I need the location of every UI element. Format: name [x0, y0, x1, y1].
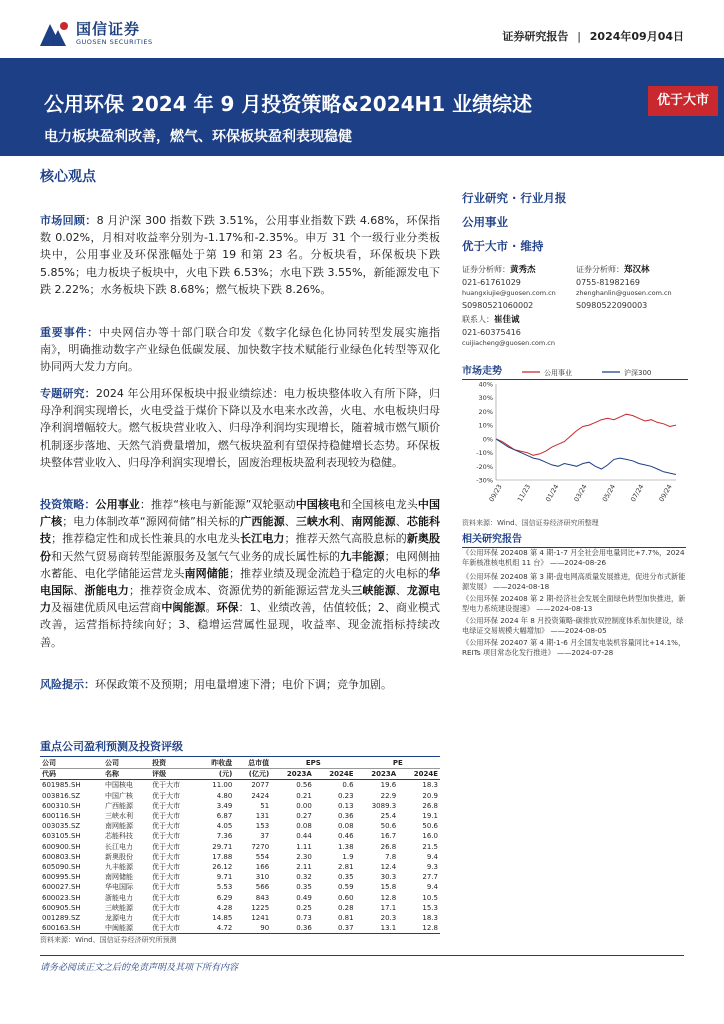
- invest-highlight: 九丰能源: [340, 549, 385, 563]
- rating-badge: 优于大市: [648, 86, 718, 116]
- series-line: [496, 439, 676, 475]
- table-cell: 16.7: [380, 832, 397, 841]
- topic-research-text: 2024 年公用环保板块中报业绩综述：电力板块整体收入有所下降，归母净利润实现增长，火电受益于煤价下降以及水电来水改善，火电、水电板块归母净利润增幅较大。燃气板块营业收入、归母净利润均实现增长，随着城市燃气顺价机制逐步落地、天然气消费量增加，燃气板块盈利有望保持稳健增长态势。环保板块整体营业收入、归母净利润实现增长，固废治理板块盈利表现较为稳健。: [40, 387, 440, 469]
- table-row: [40, 801, 440, 811]
- important-event-paragraph: [40, 324, 440, 376]
- table-cell: 0.35: [296, 883, 312, 892]
- table-cell: 12.8: [422, 924, 438, 933]
- contact-email[interactable]: cuijiacheng@guosen.com.cn: [462, 339, 555, 347]
- table-cell: 600023.SH: [42, 893, 81, 902]
- table-cell: 优于大市: [152, 812, 181, 821]
- table-cell: 600163.SH: [42, 924, 81, 933]
- table-cell: 0.81: [337, 914, 354, 923]
- y-tick-label: -10%: [476, 449, 493, 458]
- th-rating: 投资: [152, 759, 167, 767]
- related-report-2[interactable]: 《公用环保 202408 第 3 期-盘电网高质量发展推进，促进分布式新能源发展》 ——2024-08-18: [462, 572, 686, 592]
- analyst-2: [576, 264, 672, 311]
- table-cell: 50.6: [380, 822, 397, 831]
- invest-highlight: 中国核电: [295, 498, 341, 511]
- analyst-2-name: 郑汉林: [624, 265, 650, 275]
- table-row: [40, 882, 440, 892]
- invest-text-segment: ；推荐稳定性和成长性兼具的水电龙头: [51, 532, 241, 546]
- table-cell: 18.3: [422, 914, 438, 923]
- logo-name-en: GUOSEN SECURITIES: [76, 38, 153, 46]
- report-header-meta: [502, 28, 684, 44]
- related-report-5[interactable]: 《公用环保 202407 第 4 期-1-6 月全国发电装机容量同比+14.1%，REITs 项目常态化发行推进》 ——2024-07-28: [462, 638, 686, 658]
- contact-title: 联系人：: [462, 315, 494, 324]
- table-cell: 0.13: [337, 801, 354, 810]
- table-cell: 600116.SH: [42, 812, 81, 821]
- th2-pe-2023: 2023A: [371, 770, 397, 779]
- th-mktcap: 总市值: [248, 759, 270, 767]
- table-cell: 0.6: [342, 781, 354, 790]
- forecast-table: [40, 758, 440, 934]
- table-cell: 4.72: [216, 924, 233, 933]
- invest-text-segment: ；电力体制改革“源网荷储”相关标的: [62, 515, 241, 529]
- logo-mark-icon: [40, 20, 70, 46]
- th-close: 昨收盘: [211, 759, 233, 767]
- table-cell: 1.38: [337, 842, 354, 851]
- market-review-label: 市场回顾：: [40, 214, 97, 227]
- table-cell: 芯能科技: [104, 832, 133, 841]
- table-cell: 4.05: [216, 822, 233, 831]
- table-cell: 153: [255, 822, 270, 831]
- related-reports-heading: 相关研究报告: [462, 530, 686, 548]
- table-row: [40, 893, 440, 903]
- table-cell: 001289.SZ: [42, 914, 81, 923]
- table-cell: 优于大市: [152, 924, 181, 933]
- table-cell: 5.53: [216, 883, 233, 892]
- contact: [462, 314, 688, 350]
- invest-text-segment: 和天然气贸易商转型能源服务及氢气气业务的成长属性标的: [51, 549, 341, 563]
- table-cell: 11.00: [212, 781, 233, 790]
- table-cell: 优于大市: [152, 781, 181, 790]
- x-tick-label: 03/24: [572, 483, 589, 504]
- table-cell: 26.8: [422, 801, 438, 810]
- table-row: [40, 831, 440, 841]
- table-row: [40, 821, 440, 831]
- related-report-3[interactable]: 《公用环保 202408 第 2 期-经济社会发展全面绿色转型加快推进，新型电力系统建设提速》 ——2024-08-13: [462, 594, 686, 614]
- invest-highlight: 南网储能: [184, 566, 229, 580]
- x-tick-label: 09/23: [487, 483, 504, 504]
- table-cell: 1225: [251, 903, 270, 912]
- invest-text-segment: ；推荐天然气高股息标的: [284, 532, 407, 546]
- invest-highlight: 芯能科技: [40, 515, 441, 546]
- invest-text-segment: 。: [205, 601, 217, 615]
- table-cell: 1241: [251, 914, 270, 923]
- table-cell: 166: [255, 863, 270, 872]
- table-cell: 9.4: [426, 883, 438, 892]
- table-cell: 0.08: [296, 822, 312, 831]
- invest-highlight: 新奥股份: [40, 532, 441, 563]
- table-cell: 优于大市: [152, 893, 181, 902]
- table-cell: 优于大市: [152, 863, 181, 872]
- table-cell: 0.49: [296, 893, 312, 902]
- table-cell: 50.6: [422, 822, 438, 831]
- table-cell: 600310.SH: [42, 801, 81, 810]
- invest-text-segment: 、: [395, 584, 407, 598]
- th2-eps-2023: 2023A: [286, 770, 312, 779]
- table-cell: 600803.SH: [42, 852, 81, 861]
- table-cell: 0.08: [337, 822, 354, 831]
- table-cell: 600905.SH: [42, 903, 81, 912]
- table-cell: 0.36: [337, 812, 354, 821]
- logo: [40, 16, 180, 52]
- related-report-1[interactable]: 《公用环保 202408 第 4 期-1-7 月全社会用电量同比+7.7%，2024 年新核准核电机组 11 台》 ——2024-08-26: [462, 548, 685, 568]
- invest-text-segment: ；电网侧抽水蓄能、电化学储能运营龙头: [40, 549, 441, 580]
- table-cell: 浙能电力: [104, 893, 133, 902]
- market-trend-heading: 市场走势: [462, 362, 688, 380]
- invest-text-segment: 和全国核电龙头: [340, 498, 418, 511]
- table-cell: 7.36: [216, 832, 233, 841]
- table-cell: 14.85: [212, 914, 233, 923]
- analyst-1-name: 黄秀杰: [510, 265, 536, 275]
- table-cell: 优于大市: [152, 903, 181, 912]
- contact-phone: 021-60375416: [462, 327, 521, 337]
- market-trend-chart: [462, 362, 686, 510]
- table-cell: 中闽能源: [104, 924, 133, 933]
- table-cell: 优于大市: [152, 791, 181, 800]
- table-row: [40, 903, 440, 913]
- table-cell: 0.56: [296, 781, 312, 790]
- table-cell: 优于大市: [152, 832, 181, 841]
- table-cell: 003035.SZ: [42, 822, 81, 831]
- table-cell: 优于大市: [152, 822, 181, 831]
- table-cell: 12.8: [380, 893, 397, 902]
- table-cell: 0.60: [337, 893, 354, 902]
- table-cell: 15.3: [422, 903, 438, 912]
- table-cell: 龙源电力: [104, 914, 133, 923]
- y-tick-label: -30%: [476, 476, 493, 485]
- x-tick-label: 11/23: [515, 483, 533, 504]
- topic-research-label: 专题研究：: [40, 387, 96, 400]
- invest-strategy-label: 投资策略：: [40, 498, 96, 511]
- th2-close: (元): [218, 770, 233, 779]
- table-cell: 0.35: [337, 873, 354, 882]
- table-cell: 3.49: [216, 801, 233, 810]
- table-cell: 17.1: [380, 903, 397, 912]
- invest-highlight: 环保: [216, 601, 239, 615]
- risk-label: 风险提示：: [40, 678, 95, 691]
- invest-text-segment: ：1、业绩改善，估值较低；2、商业模式改善，运营指标持续向好；3、稳增运营属性显现，收益率、现金流指标持续改善。: [40, 601, 441, 649]
- table-cell: 中国核电: [104, 781, 133, 790]
- core-view-heading: 核心观点: [40, 169, 96, 185]
- table-cell: 0.32: [296, 873, 312, 882]
- table-cell: 12.4: [380, 863, 397, 872]
- table-cell: 310: [255, 873, 270, 882]
- table-row: [40, 780, 440, 791]
- invest-text-segment: 、: [395, 515, 407, 529]
- analyst-1-title: 证券分析师：: [462, 265, 510, 274]
- report-type: 证券研究报告: [502, 30, 569, 43]
- table-cell: 1.11: [296, 842, 312, 851]
- invest-highlight: 三峡能源: [351, 584, 396, 598]
- invest-strategy-text: [40, 498, 440, 649]
- market-review-paragraph: [40, 212, 440, 298]
- analyst-2-email[interactable]: zhenghanlin@guosen.com.cn: [576, 289, 672, 297]
- table-cell: 南网能源: [104, 822, 133, 831]
- table-cell: 37: [260, 832, 270, 841]
- table-row: [40, 862, 440, 872]
- table-cell: 0.46: [337, 832, 354, 841]
- invest-highlight: 公用事业: [95, 498, 140, 511]
- table-cell: 21.5: [422, 842, 438, 851]
- report-category: 行业研究 · 行业月报: [462, 191, 567, 205]
- x-tick-label: 09/24: [657, 483, 674, 504]
- table-cell: 51: [260, 801, 270, 810]
- table-cell: 华电国际: [104, 883, 133, 892]
- x-tick-label: 07/24: [629, 483, 646, 504]
- right-sidebar: [462, 190, 688, 380]
- footer-divider: [40, 955, 684, 956]
- invest-strategy-paragraph: [40, 496, 440, 651]
- y-tick-label: -20%: [476, 462, 493, 471]
- table-cell: 7.8: [385, 852, 397, 861]
- table-cell: 20.3: [380, 914, 397, 923]
- table-cell: 30.3: [380, 873, 397, 882]
- invest-highlight: 浙能电力: [84, 584, 129, 598]
- th-name: 公司: [104, 759, 119, 767]
- table-cell: 三峡水利: [104, 812, 133, 821]
- table-cell: 优于大市: [152, 842, 181, 851]
- table-cell: 0.28: [337, 903, 354, 912]
- series-line: [496, 414, 676, 455]
- th-code: 公司: [42, 759, 56, 767]
- table-cell: 0.36: [296, 924, 312, 933]
- th2-rating: 评级: [152, 770, 167, 779]
- table-cell: 优于大市: [152, 883, 181, 892]
- report-subtitle: 电力板块盈利改善，燃气、环保板块盈利表现稳健: [44, 129, 352, 145]
- x-tick-label: 01/24: [544, 483, 561, 504]
- table-cell: 16.0: [422, 832, 438, 841]
- table-cell: 843: [255, 893, 270, 902]
- table-cell: 20.9: [422, 791, 438, 800]
- table-cell: 中国广核: [104, 791, 133, 800]
- contact-name: 崔佳诚: [494, 315, 520, 325]
- table-cell: 0.59: [337, 883, 354, 892]
- table-cell: 三峡能源: [104, 903, 133, 912]
- invest-highlight: 中国广核: [40, 498, 441, 529]
- table-cell: 601985.SH: [42, 781, 81, 790]
- table-cell: 优于大市: [152, 801, 181, 810]
- table-cell: 3089.3: [371, 801, 397, 810]
- y-tick-label: 20%: [478, 407, 493, 416]
- analyst-1: [462, 264, 576, 311]
- table-cell: 0.44: [296, 832, 312, 841]
- table-cell: 0.21: [296, 791, 312, 800]
- table-cell: 广西能源: [104, 801, 133, 810]
- table-cell: 0.00: [296, 801, 312, 810]
- table-row: [40, 852, 440, 862]
- table-cell: 4.28: [216, 903, 233, 912]
- table-cell: 600027.SH: [42, 883, 81, 892]
- table-cell: 9.3: [426, 863, 438, 872]
- table-cell: 29.71: [212, 842, 233, 851]
- invest-text-segment: ；推荐业绩及现金流趋于稳定的火电标的: [228, 566, 430, 580]
- table-cell: 13.1: [380, 924, 397, 933]
- report-date: 2024年09月04日: [589, 30, 684, 43]
- table-row: [40, 811, 440, 821]
- table-cell: 6.29: [216, 893, 233, 902]
- y-tick-label: 30%: [478, 394, 493, 403]
- th-eps: EPS: [305, 759, 321, 767]
- risk-paragraph: [40, 676, 440, 693]
- report-title: 公用环保 2024 年 9 月投资策略&2024H1 业绩综述: [44, 92, 533, 116]
- invest-text-segment: ；推荐资金成本、资源优势的新能源运营龙头: [128, 584, 352, 598]
- table-cell: 九丰能源: [104, 863, 133, 872]
- invest-text-segment: 及福建优质风电运营商: [51, 601, 162, 615]
- chart-source: 资料来源：Wind、国信证券经济研究所整理: [462, 519, 599, 527]
- table-cell: 600995.SH: [42, 873, 81, 882]
- table-cell: 2.30: [296, 852, 312, 861]
- invest-highlight: 华电国际: [40, 566, 441, 598]
- table-cell: 131: [255, 812, 270, 821]
- th2-eps-2024: 2024E: [329, 770, 354, 779]
- important-event-text: 中央网信办等十部门联合印发《数字化绿色化协同转型发展实施指南》，明确推动数字产业绿色低碳发展、加快数字技术赋能行业绿色化转型等双化协同两大发力方向。: [40, 326, 441, 374]
- table-cell: 26.8: [380, 842, 397, 851]
- disclaimer-footer: 请务必阅读正文之后的免责声明及其项下所有内容: [40, 963, 239, 973]
- table-cell: 603105.SH: [42, 832, 81, 841]
- table-cell: 1.9: [342, 852, 354, 861]
- table-cell: 90: [260, 924, 270, 933]
- table-cell: 0.27: [296, 812, 312, 821]
- table-cell: 新奥股份: [104, 852, 133, 861]
- table-cell: 19.6: [380, 781, 397, 790]
- header-separator: |: [577, 30, 581, 43]
- legend-label: 公用事业: [544, 369, 572, 377]
- table-cell: 优于大市: [152, 914, 181, 923]
- table-cell: 0.23: [337, 791, 354, 800]
- table-cell: 2.81: [337, 863, 354, 872]
- industry-rating: 优于大市 · 维持: [462, 239, 544, 253]
- forecast-table-title: 重点公司盈利预测及投资评级: [40, 738, 440, 757]
- table-row: [40, 923, 440, 934]
- y-tick-label: 40%: [478, 380, 493, 389]
- table-cell: 4.80: [216, 791, 233, 800]
- y-tick-label: 10%: [478, 421, 493, 430]
- th2-name: 名称: [104, 770, 119, 779]
- y-tick-label: 0%: [482, 435, 493, 444]
- x-tick-label: 05/24: [600, 483, 618, 504]
- table-row: [40, 872, 440, 882]
- related-report-4[interactable]: 《公用环保 2024 年 8 月投资策略-碳排放双控制度体系加快建设，绿电绿证交易规模大幅增加》 ——2024-08-05: [462, 616, 684, 636]
- table-cell: 19.1: [422, 812, 438, 821]
- table-cell: 优于大市: [152, 873, 181, 882]
- table-cell: 15.8: [380, 883, 397, 892]
- table-cell: 6.87: [216, 812, 233, 821]
- table-cell: 长江电力: [104, 842, 133, 851]
- invest-highlight: 南网能源: [351, 515, 396, 529]
- table-cell: 9.4: [426, 852, 438, 861]
- invest-highlight: 中闽能源: [161, 601, 206, 615]
- th2-mktcap: (亿元): [248, 770, 270, 779]
- table-cell: 2424: [251, 791, 270, 800]
- table-cell: 南网储能: [104, 873, 133, 882]
- topic-research-paragraph: [40, 385, 440, 471]
- table-cell: 18.3: [422, 781, 438, 790]
- invest-highlight: 龙源电力: [40, 584, 441, 615]
- legend-label: 沪深300: [624, 369, 652, 377]
- table-cell: 22.9: [380, 791, 397, 800]
- table-cell: 优于大市: [152, 852, 181, 861]
- invest-text-segment: 、: [73, 584, 85, 598]
- th2-code: 代码: [42, 770, 56, 779]
- invest-text-segment: 、: [340, 515, 352, 529]
- table-cell: 7270: [251, 842, 270, 851]
- invest-highlight: 广西能源: [240, 515, 285, 529]
- table-cell: 17.88: [212, 852, 233, 861]
- industry-name: 公用事业: [462, 215, 508, 229]
- invest-text-segment: 、: [284, 515, 296, 529]
- invest-text-segment: ：推荐“核电与新能源”双轮驱动: [139, 498, 296, 511]
- analyst-2-id: S0980522090003: [576, 300, 648, 310]
- table-row: [40, 913, 440, 923]
- table-cell: 605090.SH: [42, 863, 81, 872]
- th2-pe-2024: 2024E: [413, 770, 438, 779]
- table-cell: 9.71: [216, 873, 233, 882]
- table-cell: 0.25: [296, 903, 312, 912]
- analyst-1-id: S0980521060002: [462, 300, 534, 310]
- table-cell: 600900.SH: [42, 842, 81, 851]
- analyst-2-phone: 0755-81982169: [576, 277, 640, 287]
- invest-highlight: 长江电力: [240, 532, 285, 546]
- analyst-2-title: 证券分析师：: [576, 265, 624, 274]
- table-cell: 003816.SZ: [42, 791, 81, 800]
- analyst-1-email[interactable]: huangxiujie@guosen.com.cn: [462, 289, 556, 297]
- invest-highlight: 三峡水利: [295, 515, 341, 529]
- table-cell: 0.37: [337, 924, 354, 933]
- table-cell: 2.11: [296, 863, 312, 872]
- table-source: 资料来源：Wind、国信证券经济研究所预测: [40, 936, 177, 944]
- market-review-text: 8 月沪深 300 指数下跌 3.51%，公用事业指数下跌 4.68%，环保指数 0.02%，月相对收益率分别为-1.17%和-2.35%。申万 31 个一级行业分类板块中，公用事业及环保涨幅处于第 19 和第 23 名。分板块看，环保板块下跌 5.85%；电力板块子板块中，火电下跌 6.53%；水电下跌 3.55%，新能源发电下跌 2.22%；水务板块下跌 8.68%；燃气板块下跌 8.26%。: [40, 214, 440, 296]
- table-cell: 10.5: [422, 893, 438, 902]
- table-cell: 554: [255, 852, 270, 861]
- risk-text: 环保政策不及预期；用电量增速下滑；电价下调；竞争加剧。: [95, 678, 392, 691]
- table-row: [40, 842, 440, 852]
- table-cell: 26.12: [212, 863, 233, 872]
- table-cell: 27.7: [422, 873, 438, 882]
- important-event-label: 重要事件：: [40, 326, 99, 339]
- table-row: [40, 791, 440, 801]
- table-cell: 566: [255, 883, 270, 892]
- table-cell: 25.4: [380, 812, 397, 821]
- logo-name-cn: 国信证券: [76, 20, 141, 38]
- table-cell: 0.73: [296, 914, 312, 923]
- table-cell: 2077: [251, 781, 270, 790]
- th-pe: PE: [392, 759, 403, 767]
- analyst-1-phone: 021-61761029: [462, 277, 521, 287]
